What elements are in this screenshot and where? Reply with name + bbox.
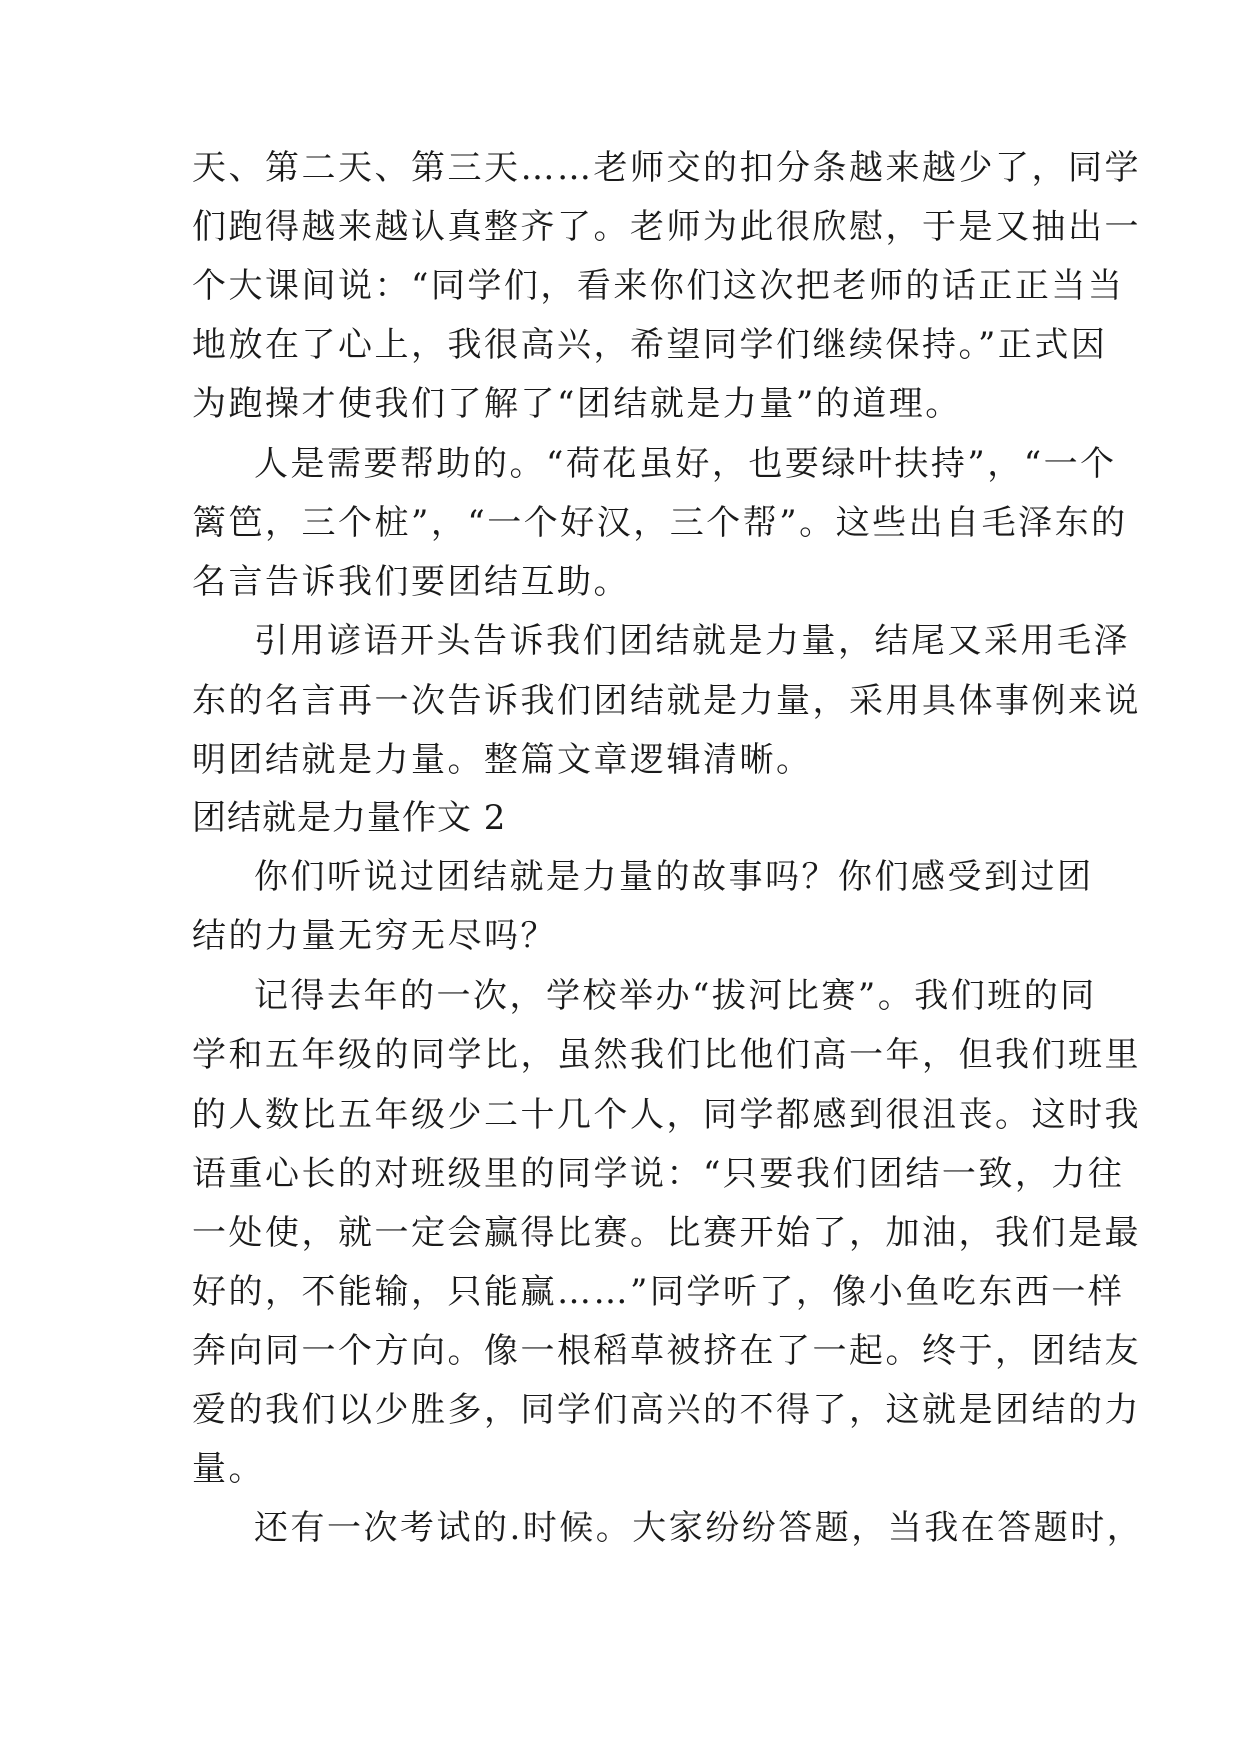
text-line: 人是需要帮助的。“荷花虽好，也要绿叶扶持”，“一个 [254, 444, 1117, 484]
text-line: 学和五年级的同学比，虽然我们比他们高一年，但我们班里 [192, 1035, 1141, 1075]
text-line: 明团结就是力量。整篇文章逻辑清晰。 [192, 740, 813, 780]
text-line: 们跑得越来越认真整齐了。老师为此很欣慰，于是又抽出一 [192, 207, 1141, 247]
text-line: 东的名言再一次告诉我们团结就是力量，采用具体事例来说 [192, 681, 1141, 721]
text-line: 你们听说过团结就是力量的故事吗？你们感受到过团 [254, 857, 1094, 897]
text-line: 篱笆，三个桩”，“一个好汉，三个帮”。这些出自毛泽东的 [192, 503, 1128, 543]
text-line: 量。 [192, 1449, 265, 1489]
text-line: 的人数比五年级少二十几个人，同学都感到很沮丧。这时我 [192, 1095, 1141, 1135]
section-heading: 团结就是力量作文 2 [192, 798, 507, 838]
text-line: 奔向同一个方向。像一根稻草被挤在了一起。终于，团结友 [192, 1331, 1141, 1371]
text-line: 引用谚语开头告诉我们团结就是力量，结尾又采用毛泽 [254, 621, 1130, 661]
text-line: 地放在了心上，我很高兴，希望同学们继续保持。”正式因 [192, 325, 1108, 365]
text-line: 爱的我们以少胜多，同学们高兴的不得了，这就是团结的力 [192, 1390, 1141, 1430]
text-line: 一处使，就一定会赢得比赛。比赛开始了，加油，我们是最 [192, 1213, 1141, 1253]
text-line: 好的，不能输，只能赢……”同学听了，像小鱼吃东西一样 [192, 1272, 1125, 1312]
text-line: 为跑操才使我们了解了“团结就是力量”的道理。 [192, 384, 962, 424]
text-line: 语重心长的对班级里的同学说：“只要我们团结一致，力往 [192, 1154, 1125, 1194]
text-line: 还有一次考试的.时候。大家纷纷答题，当我在答题时， [254, 1508, 1144, 1548]
text-line: 结的力量无穷无尽吗？ [192, 916, 557, 956]
text-line: 记得去年的一次，学校举办“拔河比赛”。我们班的同 [254, 976, 1097, 1016]
text-line: 个大课间说：“同学们，看来你们这次把老师的话正正当当 [192, 266, 1125, 306]
text-line: 天、第二天、第三天……老师交的扣分条越来越少了，同学 [192, 148, 1141, 188]
text-line: 名言告诉我们要团结互助。 [192, 562, 630, 602]
